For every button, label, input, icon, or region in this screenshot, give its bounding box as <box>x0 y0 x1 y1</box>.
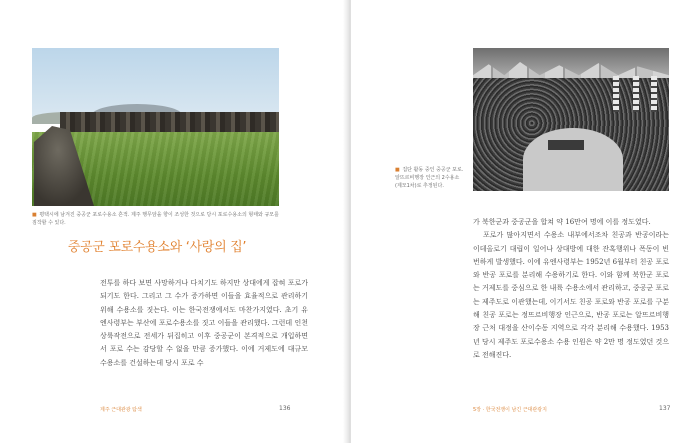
section-heading: 중공군 포로수용소와 ‘사랑의 집’ <box>67 240 247 255</box>
right-page <box>351 0 700 443</box>
caption-bullet-icon: ■ <box>32 212 37 218</box>
left-running-title: 제주 근대관광 탐색 <box>100 407 142 413</box>
right-paragraph: 포로가 많아지면서 수용소 내부에서조차 친공과 반공이라는 이데올로기 대립이 일어나 상대방에 대한 잔혹행위나 폭동이 빈번하게 발생했다. 이에 유엔사령부는 1952년 6월부터 친공 포로와 반공 포로를 분리해 수용하기로 한다. 이와 함께 북한군 포로는 거제도를 중심으로 한 내륙 수용소에서 관리하고, 중공군 포로는 제주도로 이관했는데, 이기서도 친공 포로와 반공 포로를 구분해 친공 포로는 정뜨르비행장 인근으로, 반공 포로는 알뜨르비행장 근처 대정을 산이수동 지역으로 각각 분리해 수용했다. 1953년 당시 제주도 포로수용소 수용 인원은 약 2만 명 정도였던 것으로 전해진다. <box>473 231 669 359</box>
right-photo-caption-text: 집단 활동 중인 중공군 포로. 알뜨르비행장 인근의 2수용소 (제모1차)로 추정된다. <box>395 167 464 189</box>
stone-wall-field-photo <box>32 48 279 206</box>
left-page <box>0 0 349 443</box>
right-page-number: 137 <box>659 405 671 412</box>
right-running-title: 5장 · 한국전쟁이 남긴 근대관광지 <box>473 407 547 413</box>
left-photo-caption-text: 평택시에 남겨진 중공군 포로수용소 흔적. 제주 행무암을 향이 조성한 것으로 당시 포로수용소의 형태와 규모를 짐작할 수 있다. <box>32 212 279 226</box>
left-page-number: 136 <box>279 405 291 412</box>
left-photo-caption <box>32 211 282 227</box>
right-paragraph: 가 북한군과 중공군을 합쳐 약 16만여 명에 이를 정도였다. <box>473 218 651 226</box>
right-photo-caption <box>395 166 467 190</box>
left-paragraph: 전투를 하다 보면 사망하거나 다치기도 하지만 상대에게 잡혀 포로가 되기도 한다. 그리고 그 수가 증가하면 이들을 효율적으로 관리하기 위해 수용소를 짓는다. 이는 한국전쟁에서도 마찬가지였다. 초기 유엔사령부는 부산에 포로수용소를 짓고 이들을 관리했다. 그런데 인천상륙작전으로 전세가 뒤집히고 이후 중공군이 본격적으로 개입하면서 포로 수는 감당할 수 없을 만큼 증가했다. 이에 거제도에 대규모 수용소를 건설하는데 당시 포로 수 <box>100 279 308 367</box>
caption-bullet-icon: ■ <box>395 167 400 173</box>
pow-camp-photo <box>473 48 669 191</box>
left-body-text <box>100 277 308 370</box>
right-body-text <box>473 216 669 362</box>
